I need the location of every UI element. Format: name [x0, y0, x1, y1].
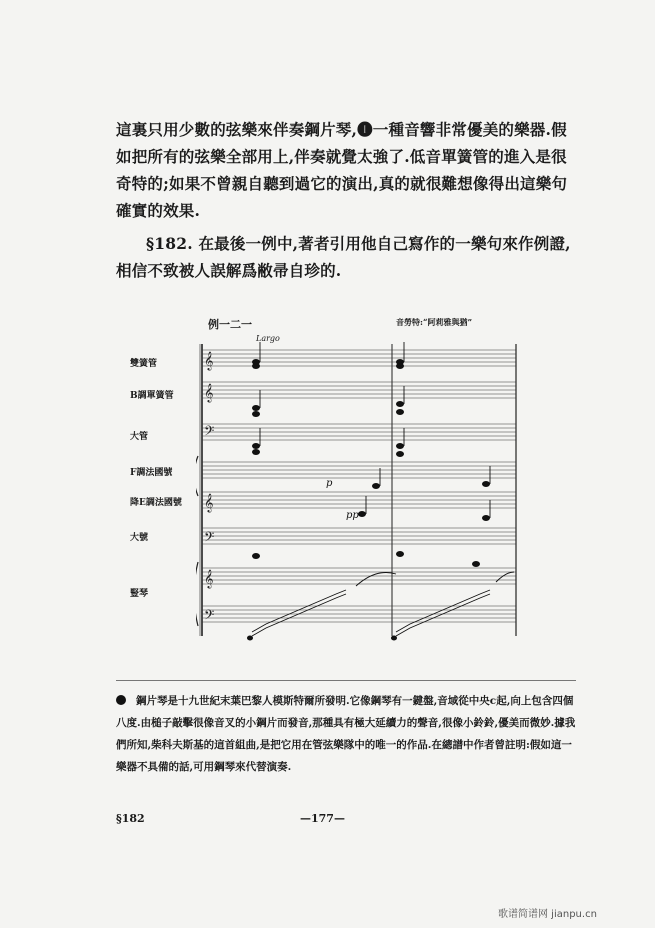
instrument-label-clarinet: B調單簧管: [130, 391, 174, 401]
svg-text:𝄢: 𝄢: [204, 423, 215, 442]
music-example: [128, 308, 528, 648]
svg-text:𝄞: 𝄞: [204, 493, 214, 512]
instrument-label-oboe: 雙簧管: [130, 359, 158, 369]
watermark: 歌谱简谱网 jianpu.cn: [498, 909, 597, 920]
instrument-label-tuba: 大號: [130, 533, 149, 543]
footnote-divider: [116, 680, 576, 681]
example-label: 例一二一: [208, 318, 252, 331]
svg-text:𝄢: 𝄢: [204, 529, 215, 548]
dynamic-mark-p: p: [326, 478, 333, 489]
footnote-text: 鋼片琴是十九世紀末葉巴黎人模斯特爾所發明.它像鋼琴有一鍵盤,音域從中央c起,向上包含四個八度.由槌子敲擊很像音叉的小鋼片而發音,那種具有極大延續力的聲音,很像小鈴鈴,優美而微妙.據我們所知,柴科夫斯基的這首組曲,是把它用在管弦樂隊中的唯一的作品.在總譜中作者曾註明:假如這一樂器不具備的話,可用鋼琴來代替演奏.: [116, 695, 576, 773]
paragraph-2: §182. 在最後一例中,著者引用他自己寫作的一樂句來作例證,相信不致被人誤解爲敝帚自珍的.: [116, 234, 571, 280]
dynamic-mark-pp: pp: [346, 510, 359, 521]
score-notation: [196, 336, 526, 646]
instrument-label-harp: 豎琴: [130, 589, 149, 599]
svg-text:𝄞: 𝄞: [204, 569, 214, 588]
page-number: —177—: [300, 812, 345, 825]
body-text: [116, 116, 576, 284]
tempo-marking: Largo: [256, 334, 280, 343]
section-reference: §182: [116, 812, 145, 825]
svg-text:𝄢: 𝄢: [204, 607, 215, 626]
svg-text:𝄞: 𝄞: [204, 383, 214, 402]
svg-text:𝄞: 𝄞: [204, 351, 214, 370]
instrument-label-bassoon: 大管: [130, 432, 149, 442]
example-source: 音勞特:“阿莉雅與猶”: [396, 317, 473, 327]
instrument-label-horn-f: F調法國號: [130, 468, 173, 478]
footnote: [116, 690, 578, 778]
footnote-marker-icon: [116, 695, 126, 705]
paragraph-1: 這裏只用少數的弦樂來伴奏鋼片琴,❶一種音響非常優美的樂器.假如把所有的弦樂全部用上,伴奏就覺太強了.低音單簧管的進入是很奇特的;如果不曾親自聽到過它的演出,真的就很難想像得出這樂句確實的效果.: [116, 120, 568, 220]
instrument-label-horn-eb: 降E調法國號: [130, 498, 182, 508]
